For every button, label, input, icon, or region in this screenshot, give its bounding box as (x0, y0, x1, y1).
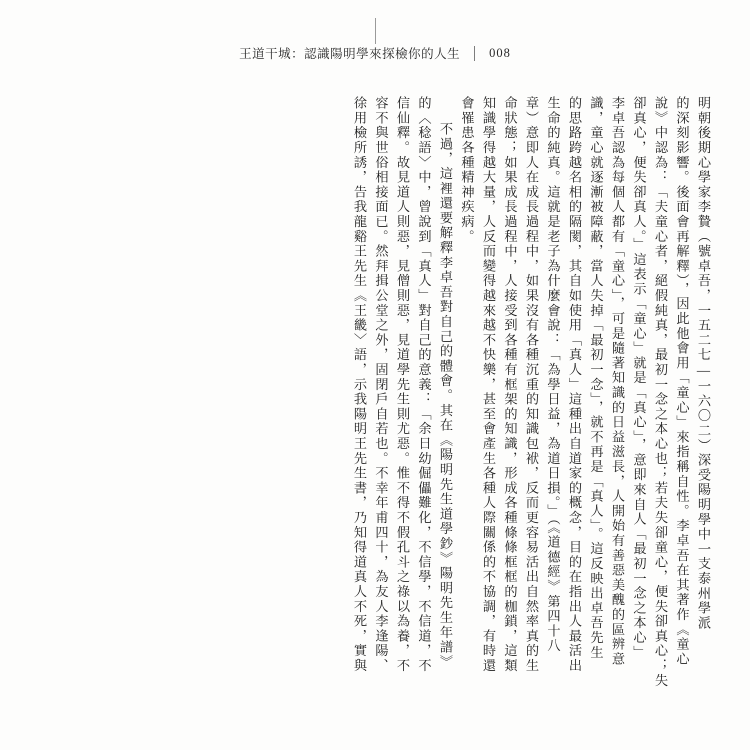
body-column: 章）意即人在成長過程中，如果沒有各種沉重的知識包袱，反而更容易活出自然率真的生 (524, 96, 539, 674)
body-column: 知識學得越大量，人反而變得越來越不快樂，甚至會產生各種人際關係的不協調，有時還 (481, 96, 496, 674)
body-column: 明朝後期心學家李贄（號卓吾，一五二七—一六〇二）深受陽明學中一支泰州學派 (696, 96, 711, 631)
body-column: 生命的純真。這就是老子為什麼會說：「為學日益，為道日損。」（《道德經》第四十八 (545, 96, 561, 654)
body-column: 不過，這裡還要解釋李卓吾對自己的體會。其在《陽明先生道學鈔》陽明先生年譜》 (438, 122, 453, 670)
body-column: 的〈稔語〉中，曾說到「真人」對自己的意義：「余日幼倔儡難化，不信學，不信道，不 (416, 96, 432, 674)
body-column: 的思路跨越名相的隔閡，其自如使用「真人」這種出自道家的概念，目的在指出人最活出 (567, 96, 582, 674)
body-column: 的深刻影響。後面會再解釋），因此他會用「童心」來指稱自性。李卓吾在其著作《童心 (674, 96, 690, 667)
page-number: 008 (489, 45, 511, 60)
body-column: 命狀態；如果成長過程中，人接受到各種有框架的知識，形成各種條條框框的枷鎖，這類 (502, 96, 518, 674)
body-column: 說》中認為：「夫童心者，絕假純真，最初一念之本心也；若夫失卻童心，便失卻真心；失 (653, 96, 668, 688)
header-decorative-rule (375, 18, 376, 44)
running-header (0, 42, 750, 64)
body-column: 卻真心，便失卻真人。」這表示「童心」就是「真心」，意即來自人「最初一念之本心」 (631, 96, 647, 660)
body-column: 李卓吾認為每個人都有「童心」，可是隨著知識的日益滋長，人開始有善惡美醜的區辨意 (610, 96, 625, 667)
body-column: 徐用檢所誘，告我龍谿王先生《王畿〉語，示我陽明王先生書，乃知得道真人不死，實與 (352, 96, 367, 674)
body-column: 信仙釋。故見道人則惡，見僧則惡，見道學先生則尤惡。惟不得不假孔斗之祿以為養，不 (395, 96, 410, 674)
running-header-title: 王道干城：認識陽明學來探檢你的人生 (239, 47, 461, 61)
page-footer-space (0, 710, 750, 750)
body-column: 容不與世俗相接面已。然拜揖公堂之外，固閉戶自若也。不幸年甫四十，為友人李逢陽、 (373, 96, 389, 674)
body-column: 識，童心就逐漸被障蔽，當人失掉「最初一念」，就不再是「真人」。這反映出卓吾先生 (588, 96, 604, 660)
body-column: 會罹患各種精神疾病。 (459, 96, 475, 244)
body-text-block (38, 96, 714, 696)
running-header-separator (474, 46, 475, 61)
